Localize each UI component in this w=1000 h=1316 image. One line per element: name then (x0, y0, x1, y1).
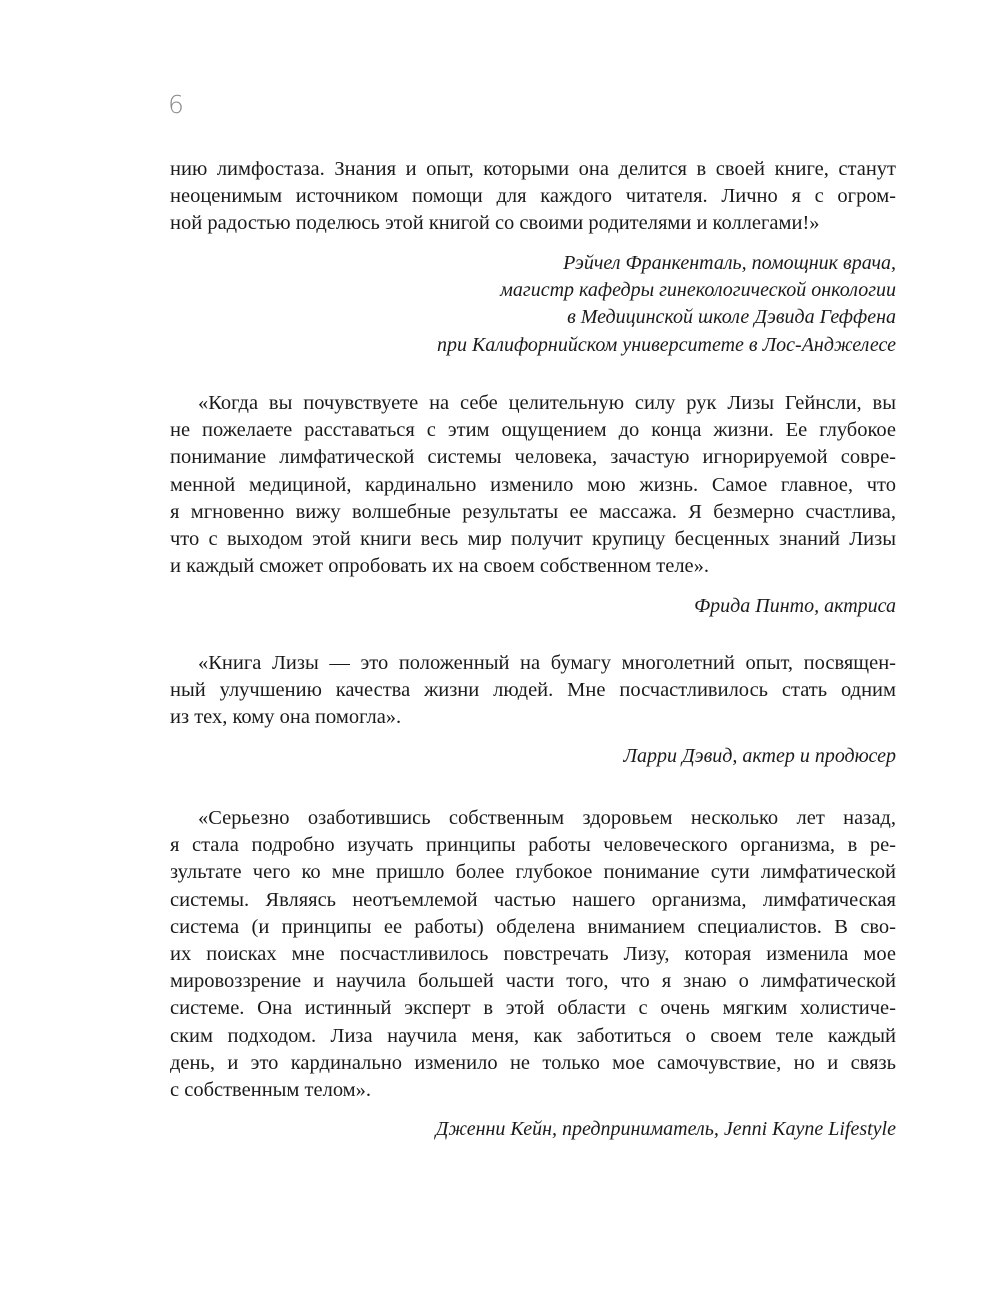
quote-line: системе. Она истинный эксперт в этой области с очень мягким холистиче- (170, 997, 896, 1020)
attribution-line: Фрида Пинто, актриса (694, 595, 896, 617)
quote-jenni-kayne (170, 805, 896, 1104)
quote-line: мировоззрение и научила большей части того, что я знаю о лимфатической (170, 970, 896, 993)
quote-line: и каждый сможет опробовать их на своем собственном теле». (170, 555, 710, 578)
quote-line: день, и это кардинально изменило не только мое самочувствие, но и связь (170, 1051, 896, 1074)
quote-line: их поисках мне посчастливилось повстречать Лизу, которая изменила мое (170, 942, 896, 965)
attribution-line: Ларри Дэвид, актер и продюсер (623, 745, 896, 767)
quote-line: с собственным телом». (170, 1078, 372, 1101)
attribution-frida-pinto (694, 593, 896, 620)
attribution-line: при Калифорнийском университете в Лос-Анджелесе (436, 333, 896, 356)
quote-larry-david (170, 650, 896, 732)
quote-line: я мгновенно вижу волшебные результаты ее массажа. Я безмерно счастлива, (170, 500, 896, 523)
quote-line: ный улучшению качества жизни людей. Мне посчастливилось стать одним (170, 679, 896, 702)
page-number: 6 (168, 90, 184, 119)
quote-line: зультате чего ко мне пришло более глубокое понимание сути лимфатической (170, 861, 896, 884)
quote-line: «Когда вы почувствуете на себе целительную силу рук Лизы Гейнсли, вы (198, 392, 896, 414)
quote-line: из тех, кому она помогла». (170, 706, 402, 729)
quote-line: «Книга Лизы — это положенный на бумагу многолетний опыт, посвящен- (198, 652, 896, 674)
quote-line: ским подходом. Лиза научила меня, как заботиться о своем теле каждый (170, 1024, 896, 1047)
quote-line: понимание лимфатической системы человека, зачастую игнорируемой совре- (170, 446, 896, 469)
attribution-rachel-frankenthal (437, 250, 896, 359)
attribution-line: магистр кафедры гинекологической онкологии (500, 279, 896, 302)
attribution-larry-david (624, 743, 896, 770)
quote-line: менной медициной, кардинально изменило мою жизнь. Самое главное, что (170, 473, 896, 496)
quote-line: что с выходом этой книги весь мир получит крупицу бесценных знаний Лизы (170, 527, 896, 550)
attribution-line: Дженни Кейн, предприниматель, Jenni Kayne Lifestyle (435, 1118, 896, 1140)
quote-line: «Серьезно озаботившись собственным здоровьем несколько лет назад, (198, 807, 896, 829)
quote-line: нию лимфостаза. Знания и опыт, которыми она делится в своей книге, станут (170, 158, 896, 180)
quote-frida-pinto (170, 390, 896, 580)
quote-line: система (и принципы ее работы) обделена вниманием специалистов. В сво- (170, 915, 896, 938)
quote-line: не пожелаете расставаться с этим ощущением до конца жизни. Ее глубокое (170, 419, 896, 442)
quote-line: неоценимым источником помощи для каждого читателя. Лично я с огром- (170, 185, 896, 208)
quote-line: ной радостью поделюсь этой книгой со своими родителями и коллегами!» (170, 212, 820, 235)
quote-line: я стала подробно изучать принципы работы человеческого организма, в ре- (170, 834, 896, 857)
attribution-jenni-kayne (436, 1116, 896, 1143)
attribution-line: в Медицинской школе Дэвида Геффена (567, 306, 896, 329)
quote-rachel-frankenthal (170, 156, 896, 238)
quote-line: системы. Являясь неотъемлемой частью нашего организма, лимфатическая (170, 888, 896, 911)
attribution-line: Рэйчел Франкенталь, помощник врача, (563, 252, 896, 274)
